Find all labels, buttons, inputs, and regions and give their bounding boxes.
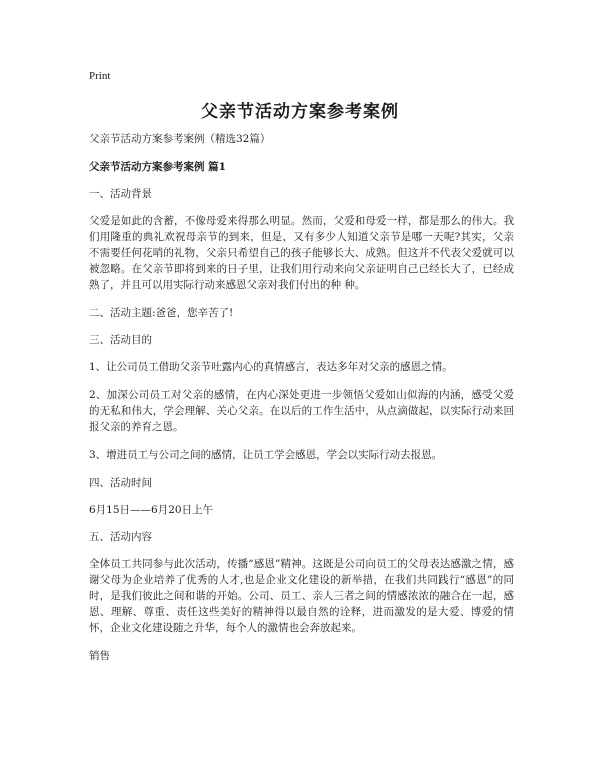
time-text: 6月15日——6月20日上午 [89, 504, 214, 516]
background-heading: 一、活动背景 [89, 188, 152, 200]
section-heading: 父亲节活动方案参考案例 篇1 [89, 161, 226, 173]
print-label: Print [89, 70, 111, 82]
purpose-item-1: 1、让公司员工借助父亲节吐露内心的真情感言，表达多年对父亲的感恩之情。 [89, 361, 453, 373]
purpose-item-3: 3、增进员工与公司之间的感情，让员工学会感恩，学会以实际行动去报恩。 [89, 449, 443, 461]
background-paragraph: 父爱是如此的含蓄，不像母爱来得那么明显。然而，父爱和母爱一样，都是那么的伟大。我们用隆重的典礼欢祝母亲节的到来，但是，又有多少人知道父亲节是哪一天呢?其实，父亲不需要任何花哨的礼物，父亲只希望自己的孩子能够长大、成熟。但这并不代表父爱就可以被忽略。在父亲节即将到来的日子里，让我们用行动来向父亲证明自己已经长大了，已经成熟了，并且可以用实际行动来感恩父亲对我们付出的种 种。 [89, 215, 514, 291]
page-title: 父亲节活动方案参考案例 [201, 102, 399, 122]
purpose-heading: 三、活动目的 [89, 334, 152, 346]
document-body [89, 131, 514, 675]
subtitle: 父亲节活动方案参考案例（精选32篇） [89, 133, 271, 145]
content-paragraph: 全体员工共同参与此次活动，传播“感恩”精神。这既是公司向员工的父母表达感激之情，感谢父母为企业培养了优秀的人才,也是企业文化建设的新举措，在我们共同践行“感恩”的同时，是我们彼此之间和谐的开始。公司、员工、亲人三者之间的情感浓浓的融合在一起，感恩、理解、尊重、责任这些美好的精神得以最自然的诠释，进而激发的是大爱、博爱的情怀，企业文化建设随之升华，每个人的激情也会奔放起来。 [89, 558, 514, 634]
theme-line: 二、活动主题:爸爸，您辛苦了! [89, 307, 234, 319]
time-heading: 四、活动时间 [89, 477, 152, 489]
purpose-item-2: 2、加深公司员工对父亲的感情，在内心深处更进一步领悟父爱如山似海的内涵，感受父爱的无私和伟大，学会理解、关心父亲。在以后的工作生活中，从点滴做起，以实际行动来回报父亲的养育之恩。 [89, 389, 514, 433]
closing-word: 销售 [89, 650, 110, 662]
content-heading: 五、活动内容 [89, 531, 152, 543]
